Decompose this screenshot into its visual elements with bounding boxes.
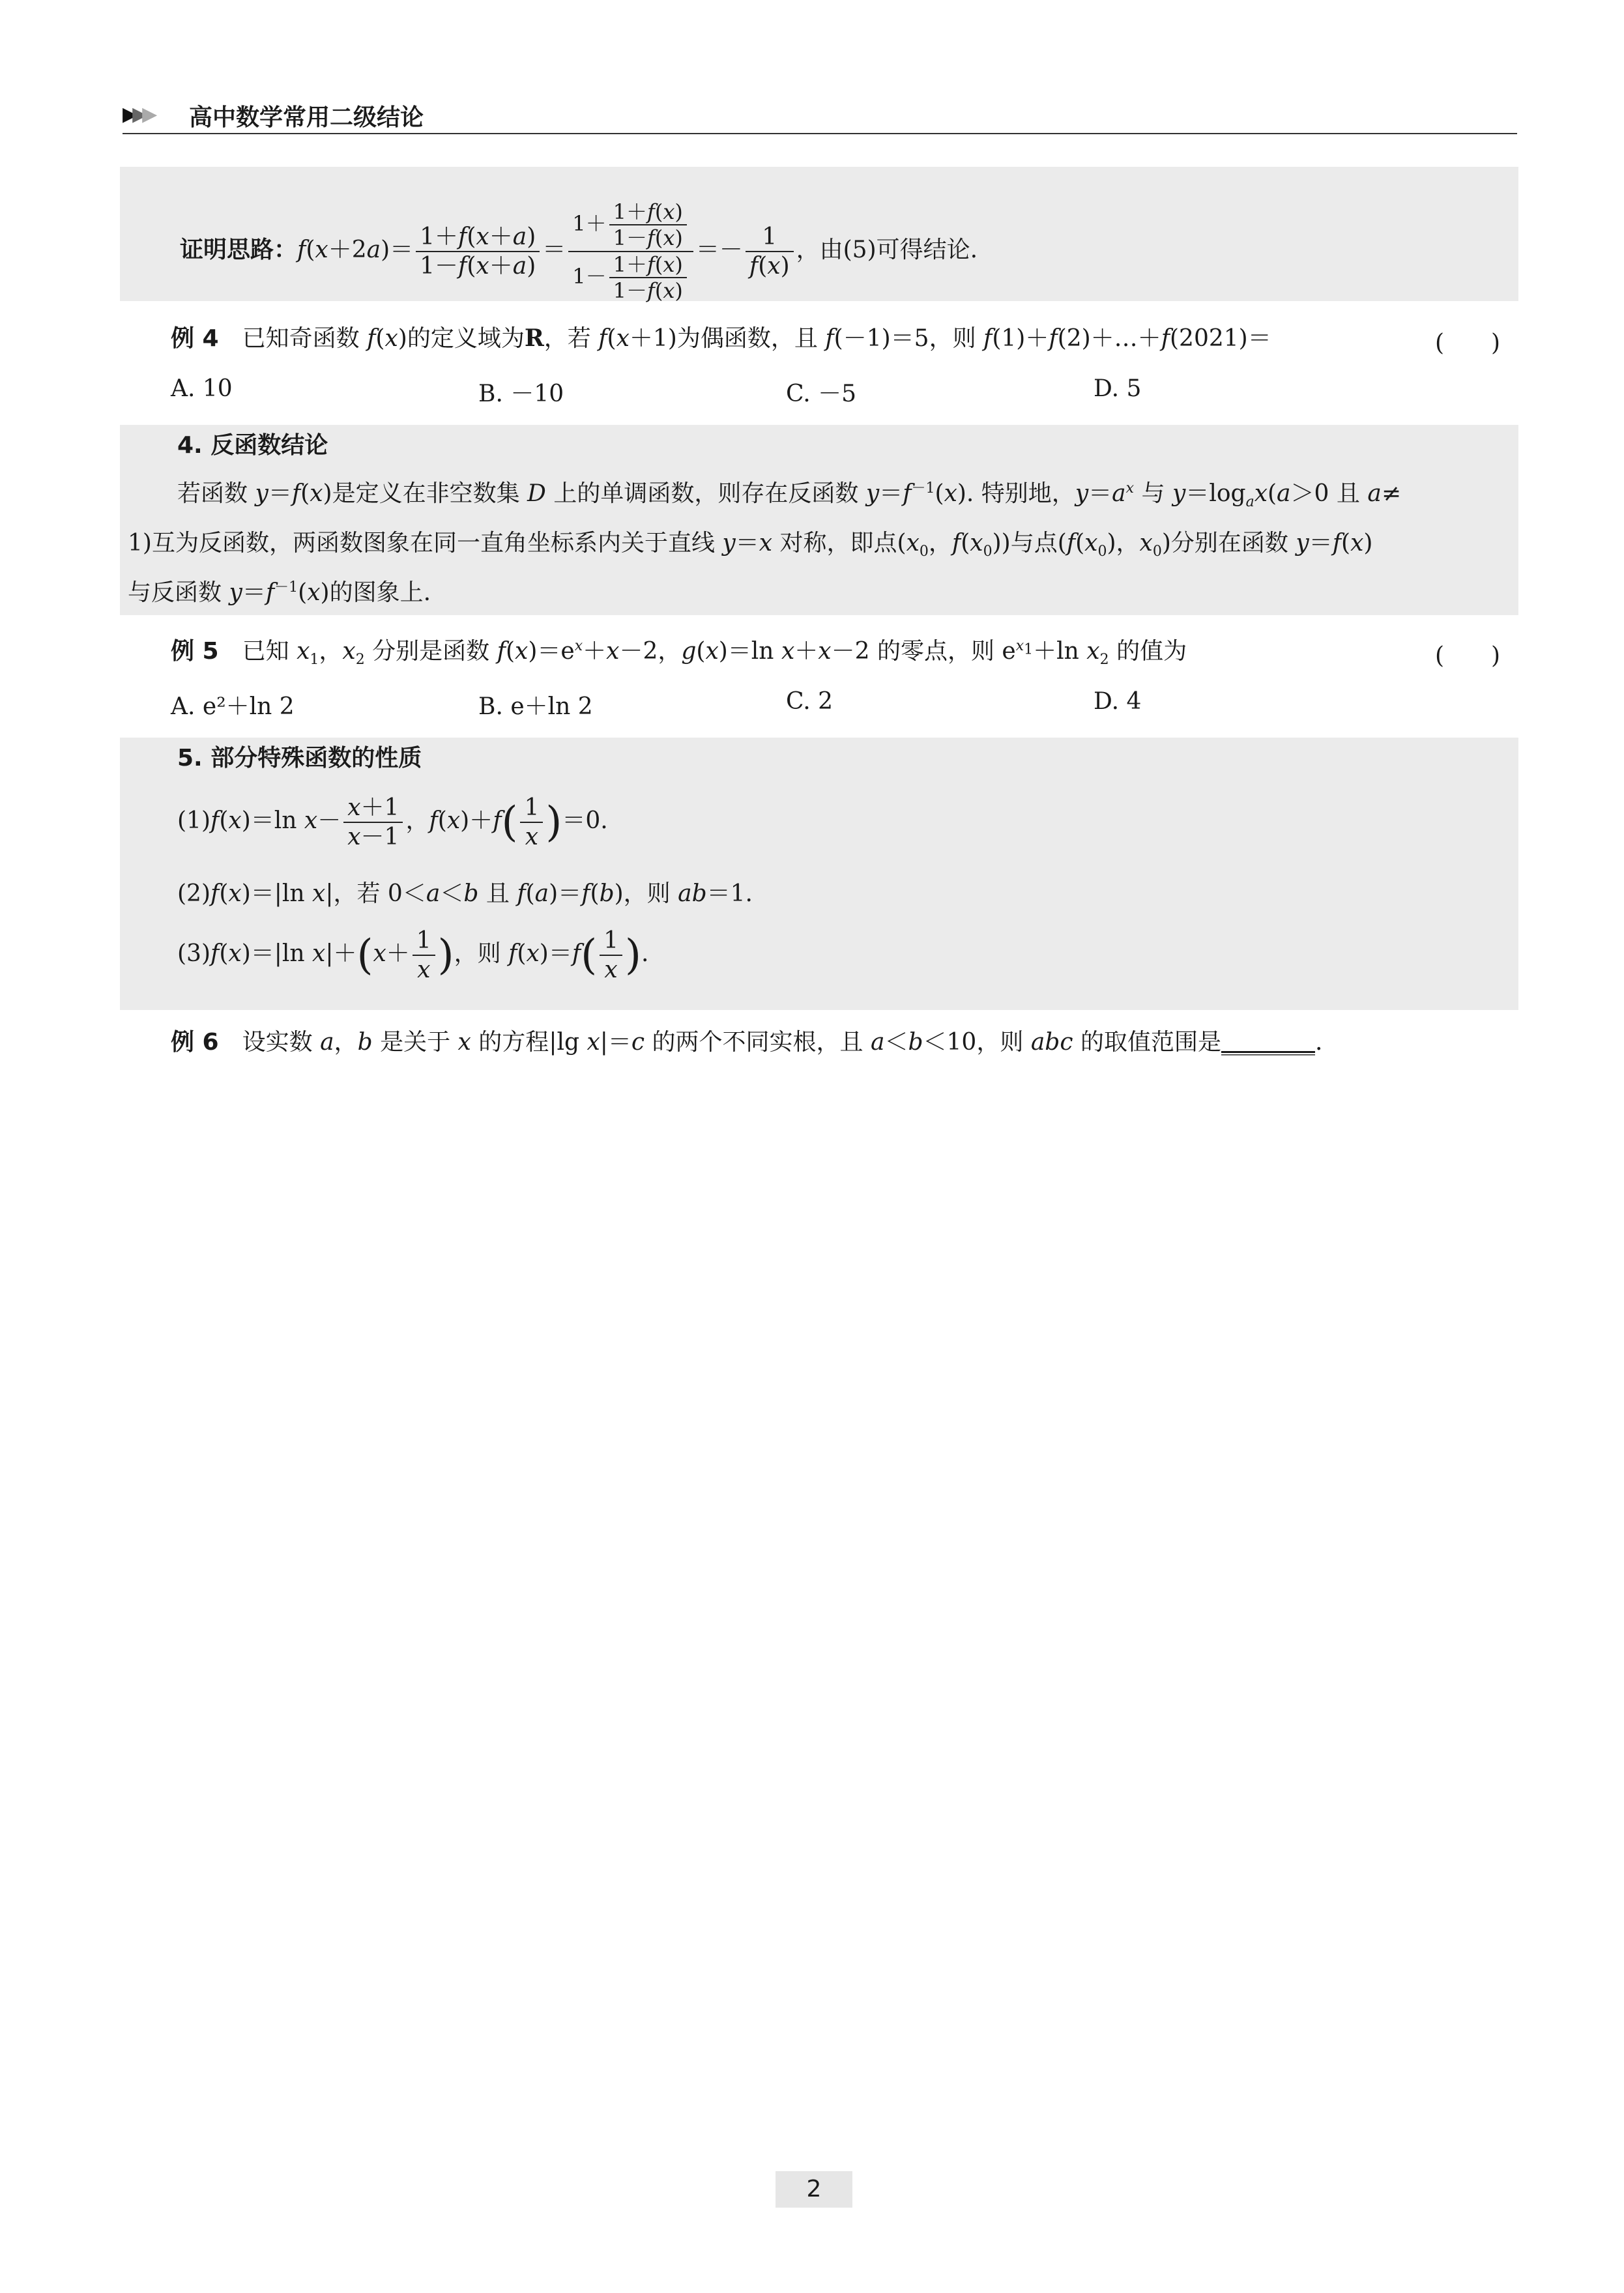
example4-option-c: C. －5 [786,381,857,407]
section4-title: 4. 反函数结论 [177,432,328,459]
section4-line3: 与反函数 $y=f^{-1}(x)$的图象上. [128,579,431,606]
proof-line: 证明思路：f(x＋2a)＝ $\frac{1+f(x+a)}{1-f(x+a)}$ ＝ 1＋ $\frac{1+f(x)}{1-f(x)}$ 1－ $\frac{1+f(x)}{1-f(x)}$ ＝－ $\frac{1}{f(x)}$ ，由(5)可得结论. [180,199,978,304]
section5-item2: (2)f(x)＝|ln x|，若 0＜a＜b 且 f(a)＝f(b)，则 ab＝1. [177,880,753,907]
example4-option-a: A. 10 [171,375,233,402]
example6-question: 例 6 设实数 a，b 是关于 x 的方程|lg x|＝c 的两个不同实根，且 a＜b＜10，则 abc 的取值范围是________. [171,1029,1323,1056]
header-title: 高中数学常用二级结论 [189,104,424,131]
answer-blank[interactable]: ________ [1221,1029,1315,1056]
proof-box [120,167,1518,304]
section4-line2: 1)互为反函数，两函数图象在同一直角坐标系内关于直线 y＝x 对称，即点($x_0$，$f(x_0)$)与点($f(x_0)$，$x_0$)分别在函数 y＝f(x) [128,530,1373,560]
section5-item3: (3)f(x)＝|ln x|＋(x＋ $\frac{1}{x}$ )，则 f(x)＝f( $\frac{1}{x}$ ). [177,927,649,984]
example5-option-d: D. 4 [1094,688,1142,715]
example5-answer-paren: ( ) [1435,642,1501,669]
section5-item1: (1)f(x)＝ln x－ $\frac{x+1}{x-1}$ ，f(x)＋f( $\frac{1}{x}$ )＝0. [177,794,608,851]
example5-option-a: A. e²＋ln 2 [171,693,295,720]
page-header [123,99,1517,134]
example5-option-b: B. e＋ln 2 [478,693,593,720]
example5-question: 例 5 已知 $x_1$，$x_2$ 分别是函数 $f(x)=e^x+x-2$，g(x)＝ln x＋x－2 的零点，则 $e^{x_1}+\ln$ $x_2$ 的值为 [171,638,1187,669]
section5-box [120,738,1518,1010]
section4-line1: 若函数 y＝f(x)是定义在非空数集 D 上的单调函数，则存在反函数 $y=f^{-1}(x)$. 特别地，$y=a^x$ 与 $y=\log_ax(a>0$ 且 a≠ [177,480,1401,511]
example4-option-d: D. 5 [1094,375,1142,402]
example5-option-c: C. 2 [786,688,834,715]
example4-question: 例 4 已知奇函数 f(x)的定义域为R，若 f(x＋1)为偶函数，且 f(－1)＝5，则 f(1)＋f(2)＋…＋f(2021)＝ [171,324,1271,352]
arrow-icons: ▶▶▶ [123,103,152,126]
section5-title: 5. 部分特殊函数的性质 [177,745,422,772]
example4-answer-paren: ( ) [1435,330,1501,356]
example4-option-b: B. －10 [478,381,564,407]
section4-box [120,425,1518,615]
page-number: 2 [776,2171,852,2208]
